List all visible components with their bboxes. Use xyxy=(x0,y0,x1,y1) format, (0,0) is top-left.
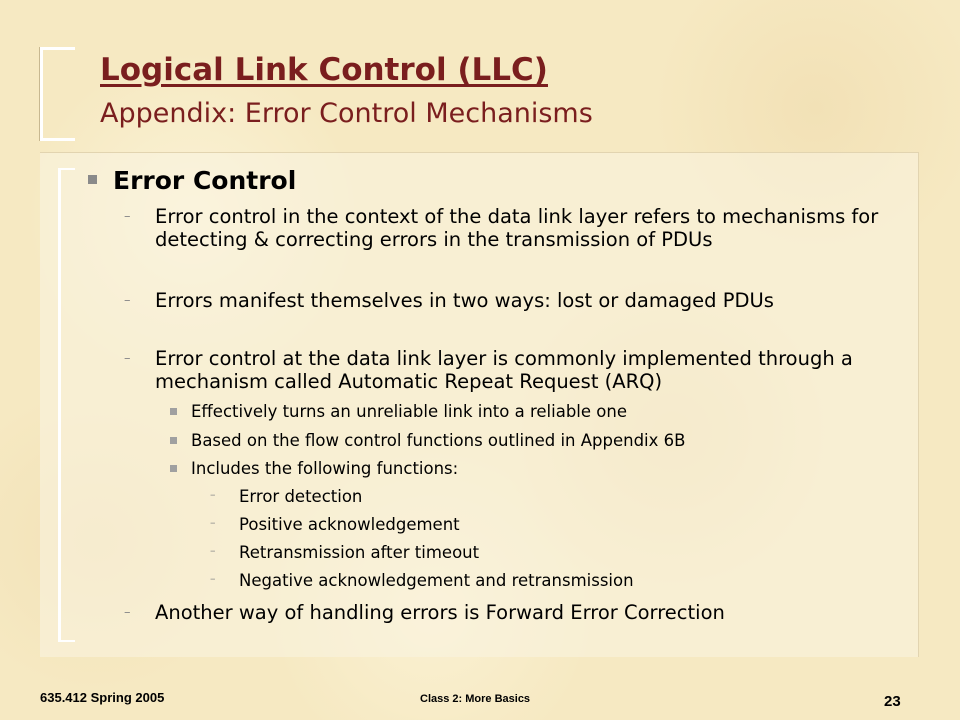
list-item-point-3 xyxy=(124,347,915,393)
arq-text: Based on the flow control functions outlined in Appendix 6B xyxy=(191,431,686,450)
list-item-arq-3 xyxy=(170,459,458,478)
dash-bullet-icon: – xyxy=(124,293,131,308)
list-item-function-1 xyxy=(210,487,362,506)
dash-bullet-icon: – xyxy=(210,544,216,557)
list-item-function-4 xyxy=(210,571,634,590)
footer-class: Class 2: More Basics xyxy=(420,693,531,705)
function-text: Retransmission after timeout xyxy=(239,543,480,562)
dash-bullet-icon: – xyxy=(210,572,216,585)
function-text: Error detection xyxy=(239,487,363,506)
page-number: 23 xyxy=(884,693,901,710)
list-item-point-4 xyxy=(124,601,915,624)
list-item-function-2 xyxy=(210,515,460,534)
list-item-arq-1 xyxy=(170,402,627,421)
slide-subtitle: Appendix: Error Control Mechanisms xyxy=(100,98,593,129)
list-item-heading xyxy=(88,166,296,195)
title-bracket-decoration xyxy=(40,47,75,141)
dash-bullet-icon: – xyxy=(124,209,131,224)
point-text: Errors manifest themselves in two ways: lost or damaged PDUs xyxy=(155,289,774,312)
function-text: Negative acknowledgement and retransmission xyxy=(239,571,634,590)
arq-text: Includes the following functions: xyxy=(191,459,459,478)
footer-course: 635.412 Spring 2005 xyxy=(40,690,165,705)
dash-bullet-icon: – xyxy=(210,516,216,529)
list-item-arq-2 xyxy=(170,431,685,450)
dash-bullet-icon: – xyxy=(124,605,131,620)
content-bracket-decoration xyxy=(58,168,75,642)
list-item-function-3 xyxy=(210,543,479,562)
slide-title: Logical Link Control (LLC) xyxy=(100,52,548,88)
heading-text: Error Control xyxy=(113,166,297,195)
point-text: Error control at the data link layer is commonly implemented through a mechanism called Automatic Repeat Request (ARQ) xyxy=(155,347,853,393)
square-bullet-icon xyxy=(170,437,177,444)
square-bullet-icon xyxy=(170,408,177,415)
function-text: Positive acknowledgement xyxy=(239,515,460,534)
dash-bullet-icon: – xyxy=(210,488,216,501)
point-text: Another way of handling errors is Forward Error Correction xyxy=(155,601,725,624)
square-bullet-icon xyxy=(170,465,177,472)
arq-text: Effectively turns an unreliable link into a reliable one xyxy=(191,402,627,421)
list-item-point-1 xyxy=(124,205,915,251)
list-item-point-2 xyxy=(124,289,915,312)
dash-bullet-icon: – xyxy=(124,351,131,366)
point-text: Error control in the context of the data link layer refers to mechanisms for detecting & correcting errors in the transmission of PDUs xyxy=(155,205,879,251)
square-bullet-icon xyxy=(88,175,97,184)
